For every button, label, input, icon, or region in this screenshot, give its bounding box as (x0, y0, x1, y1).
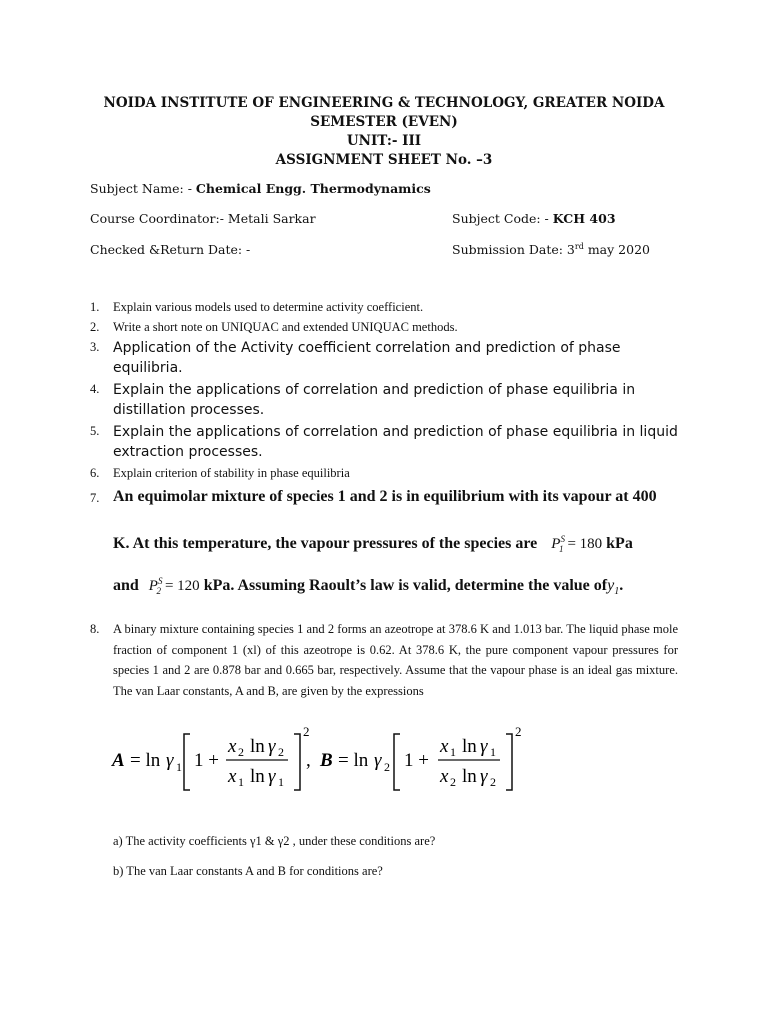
question-7-line-2 (113, 529, 633, 559)
question-7-line-1: An equimolar mixture of species 1 and 2 is in equilibrium with its vapour at 400 (113, 488, 657, 505)
question-7-line-3-text: kPa. Assuming Raoult’s law is valid, determine the value of (203, 577, 608, 594)
question-number: 6. (90, 466, 100, 480)
question-text: Explain various models used to determine activity coefficient. (113, 300, 424, 314)
subject-code-label: Subject Code: - (452, 211, 549, 226)
subject-value: Chemical Engg. Thermodynamics (195, 181, 431, 196)
question-7-line-3: and $P^S_2 = 120$ kPa. Assuming Raoult’s law is valid, determine the value ofy$_1$. (113, 571, 623, 602)
svg-text:γ: γ (166, 750, 174, 771)
svg-text:2: 2 (278, 745, 284, 759)
svg-text:γ: γ (268, 736, 276, 757)
svg-text:A: A (112, 750, 125, 771)
svg-text:γ: γ (374, 750, 382, 771)
svg-text:ln: ln (462, 766, 477, 787)
subject-name (90, 181, 431, 196)
sheet-title: ASSIGNMENT SHEET No. –3 (275, 152, 493, 168)
question-7-and: and (113, 577, 139, 594)
svg-text:x: x (440, 766, 449, 787)
svg-text:1 +: 1 + (194, 750, 219, 771)
question-8a: a) The activity coefficients γ1 & γ2 , under these conditions are? (113, 834, 436, 848)
question-number: 1. (90, 300, 100, 314)
svg-text:2: 2 (238, 745, 244, 759)
question-7-line-2-text: K. At this temperature, the vapour pressures of the species are (113, 535, 538, 552)
submission-label: Submission Date: 3 (452, 242, 575, 258)
question-number: 8. (90, 622, 100, 636)
svg-text:x: x (228, 736, 237, 757)
svg-text:2: 2 (303, 724, 310, 739)
institute-title: NOIDA INSTITUTE OF ENGINEERING & TECHNOLOGY, GREATER NOIDA (103, 95, 665, 111)
question-5 (90, 422, 680, 462)
svg-text:= ln: = ln (130, 750, 161, 771)
question-text: Application of the Activity coefficient correlation and prediction of phase equilibria. (113, 340, 621, 376)
svg-text:1: 1 (278, 775, 284, 789)
svg-text:2: 2 (450, 775, 456, 789)
p1-unit: kPa (606, 535, 633, 552)
submission-date (452, 242, 650, 257)
submission-rest: may 2020 (583, 242, 650, 258)
course-coordinator: Course Coordinator:- Metali Sarkar (90, 211, 316, 226)
p1-value: = 180 (567, 536, 603, 552)
p1-symbol: $P^S_1$ (551, 534, 565, 554)
subject-code-value: KCH 403 (552, 211, 616, 226)
question-text: Explain the applications of correlation and prediction of phase equilibria in distillation processes. (113, 382, 636, 418)
svg-text:= ln: = ln (338, 750, 369, 771)
checked-return-date: Checked &Return Date: - (90, 242, 251, 257)
question-4 (90, 380, 680, 420)
question-8 (90, 619, 678, 701)
question-6 (90, 464, 680, 483)
svg-text:,: , (306, 750, 311, 771)
semester-title: SEMESTER (EVEN) (310, 114, 458, 130)
unit-title: UNIT:- III (346, 133, 422, 149)
svg-text:1: 1 (490, 745, 496, 759)
submission-sup: rd (574, 242, 584, 251)
question-number: 3. (90, 340, 100, 354)
question-number: 5. (90, 424, 100, 438)
p2-value: = 120 (164, 578, 200, 594)
svg-text:1 +: 1 + (404, 750, 429, 771)
svg-text:B: B (320, 750, 333, 771)
y1-symbol: $y_1$ (607, 577, 620, 598)
svg-text:γ: γ (480, 736, 488, 757)
svg-text:ln: ln (462, 736, 477, 757)
svg-text:ln: ln (250, 766, 265, 787)
svg-text:2: 2 (384, 760, 390, 774)
van-laar-formula (110, 722, 570, 798)
question-text: Explain criterion of stability in phase equilibria (113, 466, 350, 480)
subject-label: Subject Name: - (90, 181, 192, 196)
question-2 (90, 318, 680, 337)
svg-text:γ: γ (480, 766, 488, 787)
question-3 (90, 338, 680, 378)
question-1 (90, 298, 680, 317)
svg-text:2: 2 (490, 775, 496, 789)
question-number: 4. (90, 382, 100, 396)
svg-text:x: x (440, 736, 449, 757)
p2-symbol: $P^S_2$ (148, 576, 163, 596)
svg-text:1: 1 (176, 760, 182, 774)
svg-text:2: 2 (515, 724, 522, 739)
question-number: 7. (90, 491, 100, 505)
svg-text:x: x (228, 766, 237, 787)
question-text: Explain the applications of correlation and prediction of phase equilibria in liquid extraction processes. (113, 424, 678, 460)
svg-text:ln: ln (250, 736, 265, 757)
question-number: 2. (90, 320, 100, 334)
svg-text:1: 1 (450, 745, 456, 759)
svg-text:γ: γ (268, 766, 276, 787)
subject-code (452, 211, 616, 226)
question-text: Write a short note on UNIQUAC and extended UNIQUAC methods. (113, 320, 458, 334)
question-text: A binary mixture containing species 1 and 2 forms an azeotrope at 378.6 K and 1.013 bar. The liquid phase mole fraction of component 1 (xl) of this azeotrope is 0.62. At 378.6 K, the pure component vapour pressures for species 1 and 2 are 0.878 bar and 0.665 bar, respectively. Assume that the vapour phase is an ideal gas mixture. The van Laar constants, A and B, are given by the expressions (113, 622, 678, 698)
svg-text:1: 1 (238, 775, 244, 789)
question-8b: b) The van Laar constants A and B for conditions are? (113, 864, 383, 878)
